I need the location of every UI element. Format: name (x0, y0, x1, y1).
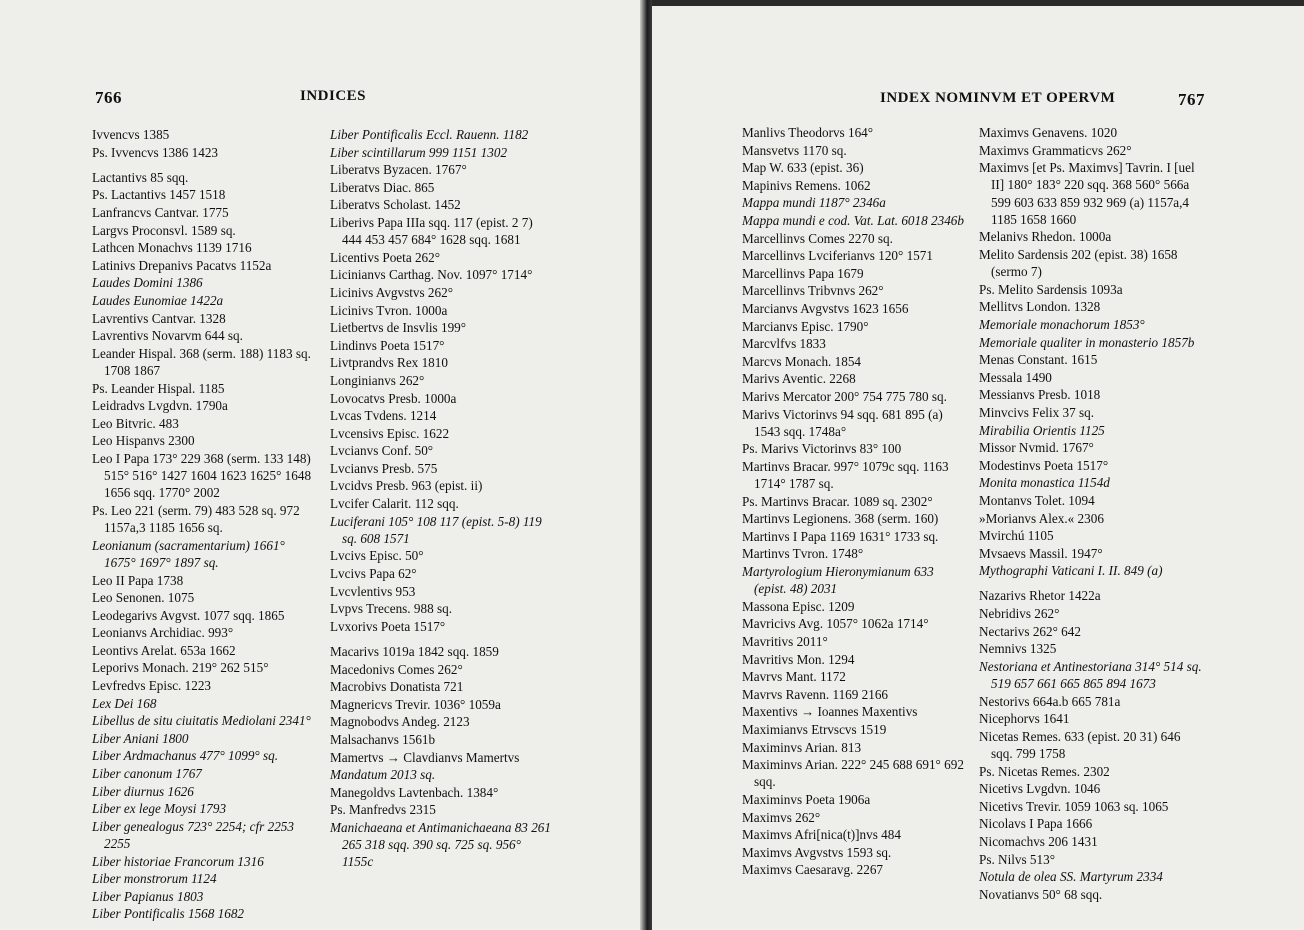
index-entry: Melito Sardensis 202 (epist. 38) 1658 (sermo 7) (979, 246, 1178, 280)
index-entry: Marcvlfvs 1833 (742, 336, 826, 352)
index-entry: Liber canonum 1767 (92, 766, 202, 782)
index-entry: Liber monstrorum 1124 (92, 871, 217, 887)
index-entry: Mavrvs Ravenn. 1169 2166 (742, 686, 889, 702)
index-column (330, 126, 555, 871)
index-entry: Map W. 633 (epist. 36) (742, 160, 864, 176)
index-entry: Laudes Eunomiae 1422a (92, 292, 224, 308)
index-entry: Nicetivs Lvgdvn. 1046 (979, 781, 1101, 797)
index-entry: Maximvs Grammaticvs 262° (979, 142, 1132, 158)
index-entry: Liber genealogus 723° 2254; cfr 2253 2255 (92, 818, 294, 852)
index-entry: Licinivs Avgvstvs 262° (330, 284, 453, 300)
index-entry: Modestinvs Poeta 1517° (979, 457, 1109, 473)
index-entry: Liberatvs Diac. 865 (330, 179, 435, 195)
index-entry: Malsachanvs 1561b (330, 732, 436, 748)
index-entry: Montanvs Tolet. 1094 (979, 492, 1095, 508)
index-entry: Macedonivs Comes 262° (330, 661, 463, 677)
index-entry: Lavrentivs Novarvm 644 sq. (92, 328, 243, 344)
index-entry: Mellitvs London. 1328 (979, 299, 1101, 315)
left-page (0, 0, 641, 930)
index-entry: Ps. Lactantivs 1457 1518 (92, 187, 226, 203)
index-entry: Martinvs Tvron. 1748° (742, 546, 864, 562)
index-entry: Marcellinvs Comes 2270 sq. (742, 230, 893, 246)
index-entry: Longinianvs 262° (330, 372, 425, 388)
index-entry: Marcvs Monach. 1854 (742, 353, 862, 369)
index-entry: Mavricivs Avg. 1057° 1062a 1714° (742, 616, 929, 632)
index-entry: Leodegarivs Avgvst. 1077 sqq. 1865 (92, 607, 285, 623)
index-entry: Largvs Proconsvl. 1589 sq. (92, 222, 236, 238)
index-entry: Menas Constant. 1615 (979, 352, 1098, 368)
index-entry: Lanfrancvs Cantvar. 1775 (92, 204, 229, 220)
index-entry: Leontivs Arelat. 653a 1662 (92, 642, 236, 658)
index-entry: Liber Ardmachanus 477° 1099° sq. (92, 748, 279, 764)
index-entry: Mythographi Vaticani I. II. 849 (a) (979, 563, 1163, 579)
index-entry: Liber scintillarum 999 1151 1302 (330, 144, 508, 160)
index-entry: Maximinvs Arian. 813 (742, 739, 862, 755)
index-entry: Ps. Nicetas Remes. 2302 (979, 763, 1110, 779)
index-entry: Nemnivs 1325 (979, 641, 1057, 657)
index-entry: Maximvs Avgvstvs 1593 sq. (742, 844, 892, 860)
index-entry: Magnericvs Trevir. 1036° 1059a (330, 696, 501, 712)
index-entry: Liber Pontificalis 1568 1682 (92, 906, 245, 922)
index-entry: Maximinvs Poeta 1906a (742, 792, 871, 807)
index-entry: Liber ex lege Moysi 1793 (92, 801, 227, 817)
index-entry: Mandatum 2013 sq. (330, 767, 436, 783)
index-entry: Leander Hispal. 368 (serm. 188) 1183 sq. 1708 1867 (92, 345, 311, 378)
index-entry: Maximvs Genavens. 1020 (979, 125, 1118, 140)
index-entry: Lactantivs 85 sqq. (92, 169, 189, 185)
index-entry: Nicetivs Trevir. 1059 1063 sq. 1065 (979, 798, 1169, 814)
index-column (979, 124, 1204, 903)
index-entry: Liber diurnus 1626 (92, 783, 194, 799)
index-entry: Lvcensivs Episc. 1622 (330, 425, 450, 441)
index-entry: Nestorivs 664a.b 665 781a (979, 693, 1121, 709)
index-entry: Marcellinvs Tribvnvs 262° (742, 283, 884, 299)
index-entry: Nicetas Remes. 633 (epist. 20 31) 646 sqq. 799 1758 (979, 728, 1181, 762)
index-entry: Marivs Mercator 200° 754 775 780 sq. (742, 388, 947, 404)
index-entry: Mavrvs Mant. 1172 (742, 669, 846, 685)
index-entry: Mvsaevs Massil. 1947° (979, 545, 1103, 561)
index-entry: Messianvs Presb. 1018 (979, 387, 1101, 403)
index-entry: Maximvs [et Ps. Maximvs] Tavrin. I [uel II] 180° 183° 220 sqq. 368 560° 566a 599 603 633 859 932 969 (a) 1157a,4 1185 1658 1660 (979, 160, 1195, 227)
index-entry: Liber Pontificalis Eccl. Rauenn. 1182 (330, 127, 529, 142)
index-entry: Ps. Melito Sardensis 1093a (979, 281, 1123, 297)
index-entry: Licinianvs Carthag. Nov. 1097° 1714° (330, 267, 533, 283)
index-entry: Leo II Papa 1738 (92, 572, 184, 588)
index-entry: Latinivs Drepanivs Pacatvs 1152a (92, 257, 272, 273)
index-entry: Melanivs Rhedon. 1000a (979, 229, 1112, 245)
index-entry: Leonianvs Archidiac. 993° (92, 625, 234, 641)
index-entry: Mappa mundi 1187° 2346a (742, 195, 886, 211)
index-entry: Leporivs Monach. 219° 262 515° (92, 660, 269, 676)
index-entry: Memoriale qualiter in monasterio 1857b (979, 334, 1195, 350)
index-entry: Magnobodvs Andeg. 2123 (330, 714, 470, 730)
index-entry: Liber Papianus 1803 (92, 888, 204, 904)
index-entry: Martinvs I Papa 1169 1631° 1733 sq. (742, 528, 939, 544)
index-entry: Marcianvs Avgvstvs 1623 1656 (742, 300, 909, 316)
index-entry: Marivs Victorinvs 94 sqq. 681 895 (a) 1543 sqq. 1748a° (742, 406, 943, 439)
index-entry: Ps. Marivs Victorinvs 83° 100 (742, 441, 902, 457)
page-number: 767 (1178, 90, 1205, 109)
index-entry: Lvcas Tvdens. 1214 (330, 408, 437, 424)
index-entry: Lvcidvs Presb. 963 (epist. ii) (330, 478, 483, 494)
index-entry: Messala 1490 (979, 369, 1052, 385)
index-entry: Maximvs 262° (742, 809, 821, 825)
index-entry: Maximvs Caesaravg. 2267 (742, 862, 884, 878)
index-entry: Leidradvs Lvgdvn. 1790a (92, 398, 228, 414)
index-entry: Licinivs Tvron. 1000a (330, 302, 448, 318)
index-entry: Lavrentivs Cantvar. 1328 (92, 310, 226, 326)
index-entry: Lvcianvs Presb. 575 (330, 460, 438, 476)
index-entry: Massona Episc. 1209 (742, 598, 855, 614)
index-entry: Ivvencvs 1385 (92, 127, 170, 142)
index-entry: Lvcifer Calarit. 112 sqq. (330, 496, 459, 512)
index-entry: Martyrologium Hieronymianum 633 (epist. 48) 2031 (742, 564, 934, 597)
index-entry: Mavritivs 2011° (742, 634, 828, 650)
index-entry: Novatianvs 50° 68 sqq. (979, 886, 1103, 902)
index-entry: Leo Hispanvs 2300 (92, 433, 195, 449)
index-entry: Minvcivs Felix 37 sq. (979, 404, 1095, 420)
index-column (742, 124, 967, 879)
index-entry: Marcellinvs Lvciferianvs 120° 1571 (742, 248, 933, 264)
index-entry: Ps. Manfredvs 2315 (330, 802, 436, 818)
index-entry: Nebridivs 262° (979, 606, 1060, 622)
running-head: INDICES (300, 88, 367, 104)
index-entry: Nestoriana et Antinestoriana 314° 514 sq. 519 657 661 665 865 894 1673 (979, 658, 1202, 692)
index-entry: Libellus de situ ciuitatis Mediolani 2341° (92, 713, 311, 729)
index-entry: Ps. Leander Hispal. 1185 (92, 380, 225, 396)
index-entry: Leo Senonen. 1075 (92, 590, 195, 606)
index-entry: Memoriale monachorum 1853° (979, 316, 1145, 332)
index-entry: Missor Nvmid. 1767° (979, 440, 1094, 456)
index-entry: Maximvs Afri[nica(t)]nvs 484 (742, 827, 901, 843)
index-entry: Marcianvs Episc. 1790° (742, 318, 869, 334)
index-entry: Licentivs Poeta 262° (330, 249, 441, 265)
index-entry: Mappa mundi e cod. Vat. Lat. 6018 2346b (742, 212, 964, 228)
index-entry: Leo Bitvric. 483 (92, 415, 179, 431)
index-entry: Ps. Ivvencvs 1386 1423 (92, 144, 219, 160)
index-entry: Notula de olea SS. Martyrum 2334 (979, 869, 1163, 885)
right-page (652, 6, 1304, 930)
index-entry: Mapinivs Remens. 1062 (742, 177, 871, 193)
index-entry: Lietbertvs de Insvlis 199° (330, 320, 467, 336)
index-entry: Ps. Nilvs 513° (979, 851, 1055, 867)
index-entry: Monita monastica 1154d (979, 475, 1110, 491)
index-entry: Lovocatvs Presb. 1000a (330, 390, 457, 406)
book-gutter (640, 0, 652, 930)
index-column (92, 126, 317, 923)
index-entry: Laudes Domini 1386 (92, 275, 203, 291)
index-entry: Liberivs Papa IIIa sqq. 117 (epist. 2 7) 444 453 457 684° 1628 sqq. 1681 (330, 214, 533, 248)
index-entry: Lvcivs Episc. 50° (330, 548, 424, 564)
index-entry: Liberatvs Byzacen. 1767° (330, 162, 467, 178)
index-entry: Leo I Papa 173° 229 368 (serm. 133 148) 515° 516° 1427 1604 1623 1625° 1648 1656 sqq. 1770° 2002 (92, 450, 312, 501)
index-entry: Martinvs Bracar. 997° 1079c sqq. 1163 1714° 1787 sq. (742, 458, 949, 492)
index-entry: Lvpvs Trecens. 988 sq. (330, 601, 452, 617)
index-entry: Maxentivs → Ioannes Maxentivs (742, 704, 918, 720)
index-entry: »Morianvs Alex.« 2306 (979, 510, 1104, 526)
index-entry: Ps. Martinvs Bracar. 1089 sq. 2302° (742, 493, 933, 509)
index-entry: Nazarivs Rhetor 1422a (979, 588, 1101, 604)
index-entry: Lathcen Monachvs 1139 1716 (92, 240, 252, 256)
index-entry: Macrobivs Donatista 721 (330, 679, 464, 695)
index-entry: Lvxorivs Poeta 1517° (330, 618, 446, 634)
running-head: INDEX NOMINVM ET OPERVM (880, 90, 1116, 106)
index-entry: Maximinvs Arian. 222° 245 688 691° 692 sqq. (742, 757, 964, 790)
index-entry: Nicephorvs 1641 (979, 711, 1070, 727)
index-entry: Lvcianvs Conf. 50° (330, 443, 434, 459)
index-entry: Manlivs Theodorvs 164° (742, 125, 874, 140)
index-entry: Leonianum (sacramentarium) 1661° 1675° 1697° 1897 sq. (92, 537, 285, 570)
index-entry: Marcellinvs Papa 1679 (742, 265, 864, 281)
index-entry: Macarivs 1019a 1842 sqq. 1859 (330, 644, 499, 660)
index-entry: Lvcvlentivs 953 (330, 583, 416, 599)
index-entry: Liber Aniani 1800 (92, 730, 189, 746)
index-entry: Manegoldvs Lavtenbach. 1384° (330, 784, 499, 800)
index-entry: Livtprandvs Rex 1810 (330, 355, 448, 371)
index-entry: Mamertvs → Clavdianvs Mamertvs (330, 749, 520, 765)
index-entry: Luciferani 105° 108 117 (epist. 5-8) 119 sq. 608 1571 (330, 513, 542, 546)
index-entry: Lex Dei 168 (92, 695, 157, 711)
index-entry: Martinvs Legionens. 368 (serm. 160) (742, 511, 939, 527)
page-number: 766 (95, 88, 122, 107)
index-entry: Lindinvs Poeta 1517° (330, 337, 445, 353)
index-entry: Lvcivs Papa 62° (330, 566, 417, 582)
index-entry: Ps. Leo 221 (serm. 79) 483 528 sq. 972 1157a,3 1185 1656 sq. (92, 502, 300, 536)
index-entry: Liberatvs Scholast. 1452 (330, 197, 461, 213)
index-entry: Levfredvs Episc. 1223 (92, 678, 212, 694)
index-entry: Marivs Aventic. 2268 (742, 371, 856, 387)
index-entry: Nicolavs I Papa 1666 (979, 816, 1093, 832)
index-entry: Mavritivs Mon. 1294 (742, 651, 855, 667)
index-entry: Nicomachvs 206 1431 (979, 834, 1098, 850)
index-entry: Maximianvs Etrvscvs 1519 (742, 722, 887, 738)
index-entry: Mvirchú 1105 (979, 528, 1054, 544)
index-entry: Mirabilia Orientis 1125 (979, 422, 1105, 438)
index-entry: Manichaeana et Antimanichaeana 83 261 265 318 sqq. 390 sq. 725 sq. 956° 1155c (330, 819, 551, 870)
index-entry: Nectarivs 262° 642 (979, 623, 1081, 639)
index-entry: Liber historiae Francorum 1316 (92, 853, 264, 869)
index-entry: Mansvetvs 1170 sq. (742, 142, 847, 158)
